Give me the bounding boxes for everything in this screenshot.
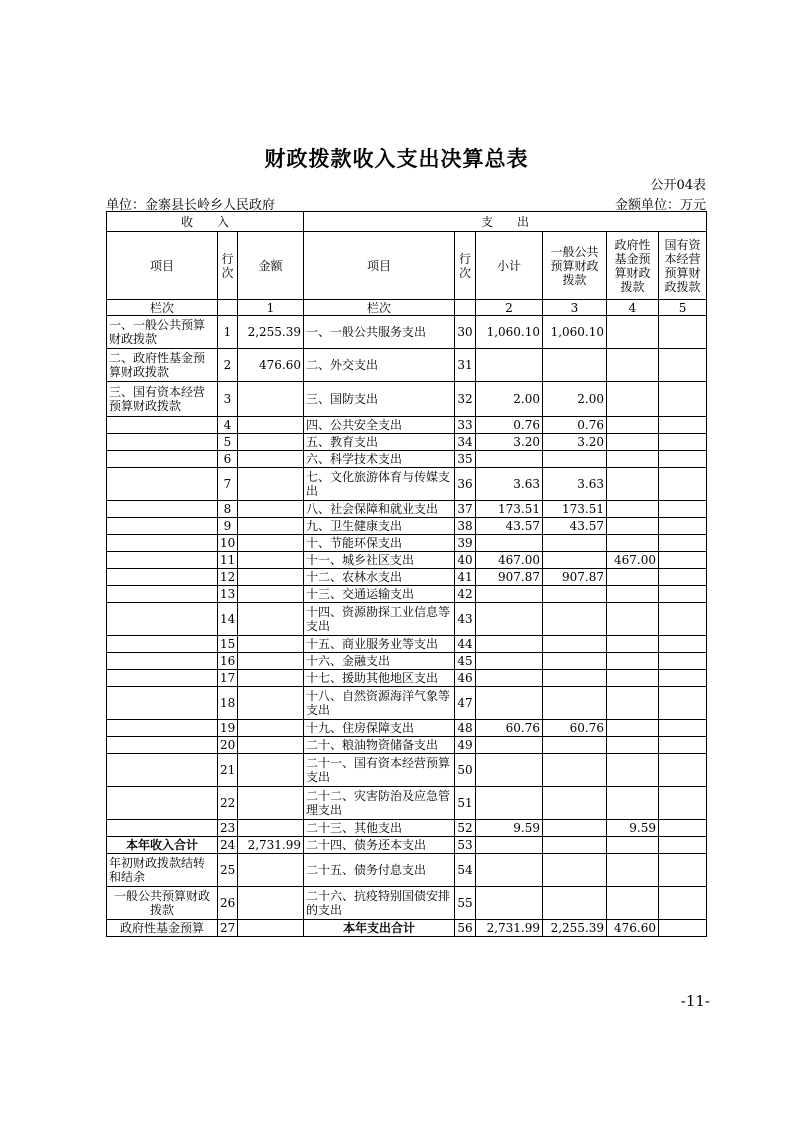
expense-line-cell: 47	[455, 687, 476, 720]
fund-budget-cell	[607, 636, 659, 653]
fund-budget-cell	[607, 316, 659, 349]
expense-item-cell: 五、教育支出	[304, 434, 455, 451]
subtotal-cell	[476, 837, 543, 854]
table-row	[107, 518, 707, 535]
expense-line-cell: 42	[455, 586, 476, 603]
table-row	[107, 787, 707, 820]
fund-budget-cell	[607, 754, 659, 787]
income-item-cell	[107, 434, 218, 451]
fund-budget-cell	[607, 837, 659, 854]
col-index-2: 2	[476, 300, 543, 316]
expense-item-header: 项目	[304, 232, 455, 300]
subtotal-cell: 43.57	[476, 518, 543, 535]
general-budget-cell	[543, 887, 607, 920]
expense-item-cell: 六、科学技术支出	[304, 451, 455, 468]
expense-line-cell: 37	[455, 501, 476, 518]
expense-line-cell: 45	[455, 653, 476, 670]
income-amount-cell	[238, 518, 304, 535]
expense-line-cell: 52	[455, 820, 476, 837]
income-line-cell: 5	[218, 434, 238, 451]
income-amount-cell	[238, 636, 304, 653]
income-amount-cell	[238, 434, 304, 451]
expense-item-cell: 十五、商业服务业等支出	[304, 636, 455, 653]
income-line-cell: 26	[218, 887, 238, 920]
income-amount-cell	[238, 451, 304, 468]
income-item-cell: 年初财政拨款结转和结余	[107, 854, 218, 887]
general-budget-cell	[543, 837, 607, 854]
expense-line-cell: 40	[455, 552, 476, 569]
col-label-income: 栏次	[107, 300, 218, 316]
table-row	[107, 737, 707, 754]
subtotal-cell	[476, 887, 543, 920]
amount-unit: 金额单位：万元	[614, 198, 706, 213]
general-budget-cell	[543, 854, 607, 887]
income-item-cell	[107, 535, 218, 552]
income-line-cell: 12	[218, 569, 238, 586]
income-item-cell	[107, 737, 218, 754]
income-line-cell: 10	[218, 535, 238, 552]
subtotal-cell: 1,060.10	[476, 316, 543, 349]
table-row	[107, 349, 707, 382]
fund-budget-header: 政府性基金预算财政拨款	[607, 232, 659, 300]
income-amount-cell	[238, 382, 304, 417]
table-row	[107, 920, 707, 937]
expense-item-cell: 八、社会保障和就业支出	[304, 501, 455, 518]
income-amount-cell	[238, 720, 304, 737]
general-budget-cell	[543, 535, 607, 552]
expense-line-cell: 35	[455, 451, 476, 468]
income-line-cell: 3	[218, 382, 238, 417]
table-row	[107, 569, 707, 586]
income-item-cell	[107, 586, 218, 603]
state-capital-cell	[659, 887, 707, 920]
income-line-cell: 16	[218, 653, 238, 670]
expense-line-header: 行次	[455, 232, 476, 300]
expense-item-cell: 本年支出合计	[304, 920, 455, 937]
general-budget-cell: 2.00	[543, 382, 607, 417]
general-budget-cell	[543, 552, 607, 569]
income-item-cell: 三、国有资本经营预算财政拨款	[107, 382, 218, 417]
table-row	[107, 586, 707, 603]
expense-line-cell: 38	[455, 518, 476, 535]
expense-line-cell: 34	[455, 434, 476, 451]
general-budget-cell	[543, 787, 607, 820]
state-capital-cell	[659, 720, 707, 737]
table-row	[107, 687, 707, 720]
expense-item-cell: 一、一般公共服务支出	[304, 316, 455, 349]
table-row	[107, 603, 707, 636]
subtotal-cell	[476, 787, 543, 820]
general-budget-cell	[543, 820, 607, 837]
expense-item-cell: 十八、自然资源海洋气象等支出	[304, 687, 455, 720]
subtotal-cell	[476, 670, 543, 687]
state-capital-cell	[659, 787, 707, 820]
table-row	[107, 820, 707, 837]
income-line-cell: 13	[218, 586, 238, 603]
reporting-unit: 单位：金寨县长岭乡人民政府	[106, 198, 276, 213]
income-item-cell	[107, 501, 218, 518]
state-capital-cell	[659, 737, 707, 754]
table-row	[107, 720, 707, 737]
expense-item-cell: 十、节能环保支出	[304, 535, 455, 552]
expense-line-cell: 39	[455, 535, 476, 552]
state-capital-cell	[659, 603, 707, 636]
income-item-cell: 本年收入合计	[107, 837, 218, 854]
state-capital-cell	[659, 382, 707, 417]
state-capital-cell	[659, 687, 707, 720]
fund-budget-cell	[607, 535, 659, 552]
income-amount-cell	[238, 552, 304, 569]
state-capital-cell	[659, 653, 707, 670]
fund-budget-cell	[607, 417, 659, 434]
budget-table	[106, 211, 707, 937]
state-capital-cell	[659, 586, 707, 603]
state-capital-cell	[659, 837, 707, 854]
fund-budget-cell	[607, 382, 659, 417]
income-line-cell: 8	[218, 501, 238, 518]
general-budget-cell: 173.51	[543, 501, 607, 518]
col-index-3: 3	[543, 300, 607, 316]
expense-item-cell: 二十四、债务还本支出	[304, 837, 455, 854]
expense-line-cell: 31	[455, 349, 476, 382]
income-line-cell: 21	[218, 754, 238, 787]
income-amount-cell	[238, 887, 304, 920]
fund-budget-cell	[607, 653, 659, 670]
expense-item-cell: 二十、粮油物资储备支出	[304, 737, 455, 754]
form-number: 公开04表	[650, 178, 706, 193]
subtotal-cell: 60.76	[476, 720, 543, 737]
fund-budget-cell: 9.59	[607, 820, 659, 837]
expense-item-cell: 二十六、抗疫特别国债安排的支出	[304, 887, 455, 920]
income-line-cell: 1	[218, 316, 238, 349]
subtotal-cell	[476, 349, 543, 382]
income-amount-cell	[238, 687, 304, 720]
table-row	[107, 535, 707, 552]
col-label-expense: 栏次	[304, 300, 455, 316]
income-amount-cell	[238, 787, 304, 820]
subtotal-cell	[476, 653, 543, 670]
income-line-cell: 4	[218, 417, 238, 434]
income-line-cell: 9	[218, 518, 238, 535]
income-item-cell	[107, 417, 218, 434]
general-budget-cell	[543, 653, 607, 670]
table-row	[107, 670, 707, 687]
subtotal-cell: 3.20	[476, 434, 543, 451]
expense-item-cell: 二十一、国有资本经营预算支出	[304, 754, 455, 787]
subtotal-cell: 2,731.99	[476, 920, 543, 937]
expense-item-cell: 十四、资源勘探工业信息等支出	[304, 603, 455, 636]
page-title: 财政拨款收入支出决算总表	[264, 146, 529, 171]
fund-budget-cell	[607, 349, 659, 382]
column-header-row	[107, 232, 707, 300]
table-row	[107, 434, 707, 451]
fund-budget-cell	[607, 737, 659, 754]
state-capital-cell	[659, 316, 707, 349]
fund-budget-cell	[607, 586, 659, 603]
subtotal-cell: 9.59	[476, 820, 543, 837]
general-budget-cell	[543, 687, 607, 720]
expense-line-cell: 36	[455, 468, 476, 501]
expense-item-cell: 二十二、灾害防治及应急管理支出	[304, 787, 455, 820]
income-item-cell	[107, 754, 218, 787]
income-amount-cell	[238, 737, 304, 754]
expense-item-cell: 九、卫生健康支出	[304, 518, 455, 535]
table-row	[107, 468, 707, 501]
expense-line-cell: 44	[455, 636, 476, 653]
income-line-cell: 19	[218, 720, 238, 737]
income-line-cell: 6	[218, 451, 238, 468]
subtotal-cell: 173.51	[476, 501, 543, 518]
income-line-cell: 25	[218, 854, 238, 887]
income-amount-cell	[238, 569, 304, 586]
income-item-cell	[107, 552, 218, 569]
general-budget-cell	[543, 586, 607, 603]
state-capital-cell	[659, 670, 707, 687]
table-row	[107, 382, 707, 417]
income-amount-header: 金额	[238, 232, 304, 300]
subtotal-cell	[476, 687, 543, 720]
state-capital-cell	[659, 854, 707, 887]
general-budget-cell: 3.63	[543, 468, 607, 501]
subtotal-cell	[476, 854, 543, 887]
state-capital-cell	[659, 636, 707, 653]
subtotal-cell: 467.00	[476, 552, 543, 569]
table-row	[107, 417, 707, 434]
empty-cell	[218, 300, 238, 316]
expense-line-cell: 50	[455, 754, 476, 787]
income-item-cell	[107, 451, 218, 468]
income-line-cell: 23	[218, 820, 238, 837]
income-group-header: 收 入	[107, 212, 304, 232]
income-item-cell	[107, 518, 218, 535]
state-capital-cell	[659, 754, 707, 787]
state-capital-cell	[659, 552, 707, 569]
state-capital-cell	[659, 434, 707, 451]
general-budget-cell	[543, 636, 607, 653]
expense-item-cell: 十二、农林水支出	[304, 569, 455, 586]
state-capital-cell	[659, 349, 707, 382]
table-row	[107, 653, 707, 670]
income-item-cell: 政府性基金预算	[107, 920, 218, 937]
income-amount-cell	[238, 603, 304, 636]
table-row	[107, 451, 707, 468]
income-amount-cell	[238, 653, 304, 670]
column-index-row	[107, 300, 707, 316]
general-budget-cell	[543, 603, 607, 636]
state-capital-cell	[659, 569, 707, 586]
expense-item-cell: 四、公共安全支出	[304, 417, 455, 434]
expense-line-cell: 30	[455, 316, 476, 349]
expense-line-cell: 46	[455, 670, 476, 687]
expense-line-cell: 54	[455, 854, 476, 887]
expense-line-cell: 33	[455, 417, 476, 434]
income-item-cell	[107, 468, 218, 501]
col-index-1: 1	[238, 300, 304, 316]
fund-budget-cell	[607, 518, 659, 535]
general-budget-cell: 2,255.39	[543, 920, 607, 937]
fund-budget-cell	[607, 720, 659, 737]
income-amount-cell	[238, 417, 304, 434]
income-amount-cell	[238, 586, 304, 603]
table-row	[107, 754, 707, 787]
fund-budget-cell	[607, 887, 659, 920]
fund-budget-cell	[607, 854, 659, 887]
income-item-cell: 一、一般公共预算财政拨款	[107, 316, 218, 349]
income-item-cell: 一般公共预算财政拨款	[107, 887, 218, 920]
income-item-cell: 二、政府性基金预算财政拨款	[107, 349, 218, 382]
expense-line-cell: 53	[455, 837, 476, 854]
income-line-cell: 17	[218, 670, 238, 687]
income-line-cell: 7	[218, 468, 238, 501]
income-item-cell	[107, 603, 218, 636]
table-row	[107, 887, 707, 920]
general-budget-cell: 907.87	[543, 569, 607, 586]
table-row	[107, 316, 707, 349]
income-amount-cell	[238, 501, 304, 518]
income-amount-cell: 2,255.39	[238, 316, 304, 349]
fund-budget-cell	[607, 687, 659, 720]
expense-line-cell: 55	[455, 887, 476, 920]
income-item-cell	[107, 787, 218, 820]
state-capital-cell	[659, 417, 707, 434]
expense-item-cell: 三、国防支出	[304, 382, 455, 417]
expense-group-header: 支 出	[304, 212, 707, 232]
income-amount-cell	[238, 468, 304, 501]
income-line-cell: 24	[218, 837, 238, 854]
subtotal-cell	[476, 754, 543, 787]
fund-budget-cell	[607, 451, 659, 468]
subtotal-cell	[476, 737, 543, 754]
expense-item-cell: 七、文化旅游体育与传媒支出	[304, 468, 455, 501]
expense-line-cell: 43	[455, 603, 476, 636]
income-amount-cell: 476.60	[238, 349, 304, 382]
income-item-cell	[107, 820, 218, 837]
general-budget-header: 一般公共预算财政拨款	[543, 232, 607, 300]
income-amount-cell	[238, 535, 304, 552]
expense-item-cell: 二、外交支出	[304, 349, 455, 382]
income-item-cell	[107, 687, 218, 720]
income-amount-cell	[238, 670, 304, 687]
col-index-5: 5	[659, 300, 707, 316]
income-line-cell: 15	[218, 636, 238, 653]
state-capital-cell	[659, 518, 707, 535]
fund-budget-cell	[607, 468, 659, 501]
fund-budget-cell	[607, 787, 659, 820]
state-capital-cell	[659, 501, 707, 518]
income-amount-cell	[238, 920, 304, 937]
expense-item-cell: 十七、援助其他地区支出	[304, 670, 455, 687]
expense-line-cell: 56	[455, 920, 476, 937]
state-capital-cell	[659, 451, 707, 468]
table-row	[107, 636, 707, 653]
income-item-cell	[107, 720, 218, 737]
expense-line-cell: 51	[455, 787, 476, 820]
general-budget-cell: 0.76	[543, 417, 607, 434]
expense-item-cell: 十三、交通运输支出	[304, 586, 455, 603]
subtotal-cell	[476, 636, 543, 653]
expense-line-cell: 32	[455, 382, 476, 417]
fund-budget-cell: 476.60	[607, 920, 659, 937]
income-item-cell	[107, 653, 218, 670]
subtotal-cell: 0.76	[476, 417, 543, 434]
subtotal-header: 小计	[476, 232, 543, 300]
table-row	[107, 854, 707, 887]
expense-item-cell: 二十三、其他支出	[304, 820, 455, 837]
income-line-cell: 27	[218, 920, 238, 937]
group-header-row	[107, 212, 707, 232]
fund-budget-cell	[607, 501, 659, 518]
fund-budget-cell	[607, 670, 659, 687]
income-line-header: 行次	[218, 232, 238, 300]
general-budget-cell	[543, 737, 607, 754]
general-budget-cell	[543, 451, 607, 468]
expense-line-cell: 48	[455, 720, 476, 737]
general-budget-cell: 43.57	[543, 518, 607, 535]
income-item-cell	[107, 569, 218, 586]
state-capital-cell	[659, 920, 707, 937]
income-amount-cell	[238, 820, 304, 837]
table-row	[107, 501, 707, 518]
income-amount-cell	[238, 754, 304, 787]
expense-item-cell: 二十五、债务付息支出	[304, 854, 455, 887]
general-budget-cell	[543, 349, 607, 382]
state-capital-cell	[659, 820, 707, 837]
state-capital-cell	[659, 468, 707, 501]
income-item-cell	[107, 636, 218, 653]
income-amount-cell	[238, 854, 304, 887]
general-budget-cell: 3.20	[543, 434, 607, 451]
empty-cell	[455, 300, 476, 316]
expense-item-cell: 十六、金融支出	[304, 653, 455, 670]
expense-line-cell: 49	[455, 737, 476, 754]
table-row	[107, 837, 707, 854]
state-capital-cell	[659, 535, 707, 552]
income-line-cell: 2	[218, 349, 238, 382]
income-line-cell: 20	[218, 737, 238, 754]
income-line-cell: 11	[218, 552, 238, 569]
general-budget-cell: 60.76	[543, 720, 607, 737]
general-budget-cell	[543, 670, 607, 687]
expense-item-cell: 十九、住房保障支出	[304, 720, 455, 737]
fund-budget-cell	[607, 434, 659, 451]
page-number: -11-	[680, 992, 710, 1010]
subtotal-cell	[476, 451, 543, 468]
income-item-cell	[107, 670, 218, 687]
fund-budget-cell	[607, 603, 659, 636]
subtotal-cell	[476, 586, 543, 603]
state-capital-header: 国有资本经营预算财政拨款	[659, 232, 707, 300]
subtotal-cell	[476, 535, 543, 552]
income-line-cell: 22	[218, 787, 238, 820]
subtotal-cell: 3.63	[476, 468, 543, 501]
subtotal-cell: 2.00	[476, 382, 543, 417]
table-row	[107, 552, 707, 569]
expense-item-cell: 十一、城乡社区支出	[304, 552, 455, 569]
income-line-cell: 18	[218, 687, 238, 720]
income-item-header: 项目	[107, 232, 218, 300]
general-budget-cell: 1,060.10	[543, 316, 607, 349]
income-line-cell: 14	[218, 603, 238, 636]
expense-line-cell: 41	[455, 569, 476, 586]
fund-budget-cell	[607, 569, 659, 586]
fund-budget-cell: 467.00	[607, 552, 659, 569]
subtotal-cell	[476, 603, 543, 636]
income-amount-cell: 2,731.99	[238, 837, 304, 854]
subtotal-cell: 907.87	[476, 569, 543, 586]
col-index-4: 4	[607, 300, 659, 316]
general-budget-cell	[543, 754, 607, 787]
